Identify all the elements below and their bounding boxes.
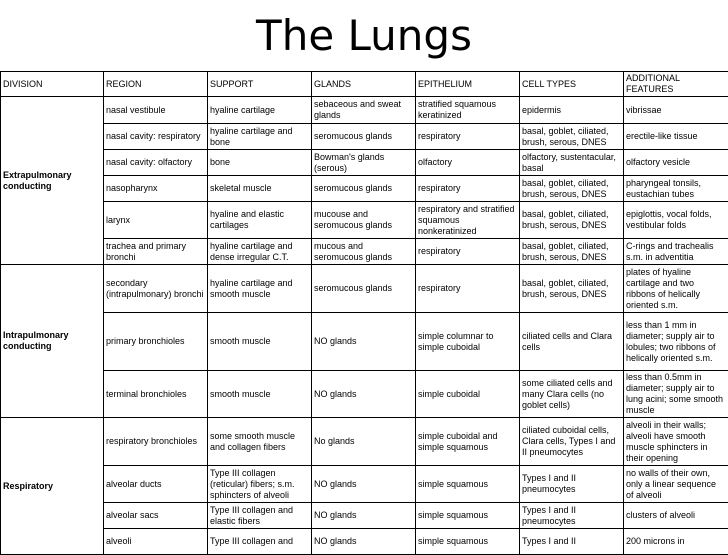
support-cell: smooth muscle	[208, 371, 312, 418]
table-row	[1, 124, 728, 150]
region-cell: nasopharynx	[104, 176, 208, 202]
support-cell: Type III collagen and elastic fibers	[208, 503, 312, 529]
support-cell: hyaline cartilage and dense irregular C.T.	[208, 239, 312, 265]
glands-cell: No glands	[312, 418, 416, 466]
features-cell: no walls of their own, only a linear sequence of alveoli	[624, 466, 728, 503]
cell-types-cell: Types I and II	[520, 529, 624, 555]
features-cell: C-rings and trachealis s.m. in adventitia	[624, 239, 728, 265]
glands-cell: Bowman's glands (serous)	[312, 150, 416, 176]
epithelium-cell: simple squamous	[416, 529, 520, 555]
support-cell: hyaline and elastic cartilages	[208, 202, 312, 239]
epithelium-cell: simple columnar to simple cuboidal	[416, 313, 520, 371]
glands-cell: sebaceous and sweat glands	[312, 97, 416, 124]
cell-types-cell: ciliated cells and Clara cells	[520, 313, 624, 371]
epithelium-cell: olfactory	[416, 150, 520, 176]
glands-cell: NO glands	[312, 371, 416, 418]
table-row	[1, 239, 728, 265]
support-cell: skeletal muscle	[208, 176, 312, 202]
features-cell: clusters of alveoli	[624, 503, 728, 529]
table-row	[1, 97, 728, 124]
epithelium-cell: simple cuboidal	[416, 371, 520, 418]
division-cell: Extrapulmonary conducting	[1, 97, 104, 265]
table-row	[1, 529, 728, 555]
features-cell: less than 1 mm in diameter; supply air to lobules; two ribbons of helically oriented s.m.	[624, 313, 728, 371]
support-cell: Type III collagen (reticular) fibers; s.m. sphincters of alveoli	[208, 466, 312, 503]
table-row	[1, 418, 728, 466]
table-row	[1, 176, 728, 202]
glands-cell: NO glands	[312, 466, 416, 503]
epithelium-cell: respiratory and stratified squamous nonkeratinized	[416, 202, 520, 239]
column-header-region: REGION	[104, 72, 208, 97]
column-header-additional-features: ADDITIONAL FEATURES	[624, 72, 728, 97]
table-row	[1, 503, 728, 529]
features-cell: olfactory vesicle	[624, 150, 728, 176]
glands-cell: seromucous glands	[312, 176, 416, 202]
cell-types-cell: basal, goblet, ciliated, brush, serous, DNES	[520, 239, 624, 265]
glands-cell: mucous and seromucous glands	[312, 239, 416, 265]
epithelium-cell: simple squamous	[416, 503, 520, 529]
glands-cell: seromucous glands	[312, 124, 416, 150]
table-row	[1, 466, 728, 503]
column-header-division: DIVISION	[1, 72, 104, 97]
features-cell: epiglottis, vocal folds, vestibular folds	[624, 202, 728, 239]
cell-types-cell: basal, goblet, ciliated, brush, serous, DNES	[520, 265, 624, 313]
glands-cell: mucouse and seromucous glands	[312, 202, 416, 239]
epithelium-cell: simple squamous	[416, 466, 520, 503]
page-title: The Lungs	[0, 10, 728, 62]
header-row	[1, 72, 728, 97]
features-cell: less than 0.5mm in diameter; supply air to lung acini; some smooth muscle	[624, 371, 728, 418]
support-cell: hyaline cartilage	[208, 97, 312, 124]
epithelium-cell: simple cuboidal and simple squamous	[416, 418, 520, 466]
glands-cell: NO glands	[312, 503, 416, 529]
cell-types-cell: Types I and II pneumocytes	[520, 466, 624, 503]
cell-types-cell: ciliated cuboidal cells, Clara cells, Types I and II pneumocytes	[520, 418, 624, 466]
glands-cell: seromucous glands	[312, 265, 416, 313]
division-cell: Intrapulmonary conducting	[1, 265, 104, 418]
table-row	[1, 371, 728, 418]
epithelium-cell: stratified squamous keratinized	[416, 97, 520, 124]
features-cell: alveoli in their walls; alveoli have smooth muscle sphincters in their opening	[624, 418, 728, 466]
cell-types-cell: basal, goblet, ciliated, brush, serous, DNES	[520, 202, 624, 239]
support-cell: bone	[208, 150, 312, 176]
table-row	[1, 202, 728, 239]
column-header-glands: GLANDS	[312, 72, 416, 97]
region-cell: trachea and primary bronchi	[104, 239, 208, 265]
support-cell: some smooth muscle and collagen fibers	[208, 418, 312, 466]
region-cell: nasal cavity: olfactory	[104, 150, 208, 176]
epithelium-cell: respiratory	[416, 124, 520, 150]
cell-types-cell: basal, goblet, ciliated, brush, serous, DNES	[520, 176, 624, 202]
cell-types-cell: olfactory, sustentacular, basal	[520, 150, 624, 176]
support-cell: Type III collagen and	[208, 529, 312, 555]
cell-types-cell: some ciliated cells and many Clara cells (no goblet cells)	[520, 371, 624, 418]
support-cell: hyaline cartilage and bone	[208, 124, 312, 150]
column-header-cell-types: CELL TYPES	[520, 72, 624, 97]
support-cell: smooth muscle	[208, 313, 312, 371]
region-cell: alveolar ducts	[104, 466, 208, 503]
region-cell: larynx	[104, 202, 208, 239]
table-row	[1, 313, 728, 371]
features-cell: plates of hyaline cartilage and two ribbons of helically oriented s.m.	[624, 265, 728, 313]
column-header-epithelium: EPITHELIUM	[416, 72, 520, 97]
cell-types-cell: Types I and II pneumocytes	[520, 503, 624, 529]
features-cell: erectile-like tissue	[624, 124, 728, 150]
region-cell: alveolar sacs	[104, 503, 208, 529]
features-cell: vibrissae	[624, 97, 728, 124]
table-row	[1, 150, 728, 176]
features-cell: 200 microns in	[624, 529, 728, 555]
region-cell: nasal cavity: respiratory	[104, 124, 208, 150]
column-header-support: SUPPORT	[208, 72, 312, 97]
table-row	[1, 265, 728, 313]
lungs-table	[0, 71, 728, 555]
epithelium-cell: respiratory	[416, 265, 520, 313]
cell-types-cell: epidermis	[520, 97, 624, 124]
glands-cell: NO glands	[312, 313, 416, 371]
region-cell: terminal bronchioles	[104, 371, 208, 418]
cell-types-cell: basal, goblet, ciliated, brush, serous, DNES	[520, 124, 624, 150]
glands-cell: NO glands	[312, 529, 416, 555]
region-cell: nasal vestibule	[104, 97, 208, 124]
region-cell: secondary (intrapulmonary) bronchi	[104, 265, 208, 313]
features-cell: pharyngeal tonsils, eustachian tubes	[624, 176, 728, 202]
region-cell: respiratory bronchioles	[104, 418, 208, 466]
support-cell: hyaline cartilage and smooth muscle	[208, 265, 312, 313]
epithelium-cell: respiratory	[416, 176, 520, 202]
division-cell: Respiratory	[1, 418, 104, 555]
region-cell: alveoli	[104, 529, 208, 555]
epithelium-cell: respiratory	[416, 239, 520, 265]
region-cell: primary bronchioles	[104, 313, 208, 371]
